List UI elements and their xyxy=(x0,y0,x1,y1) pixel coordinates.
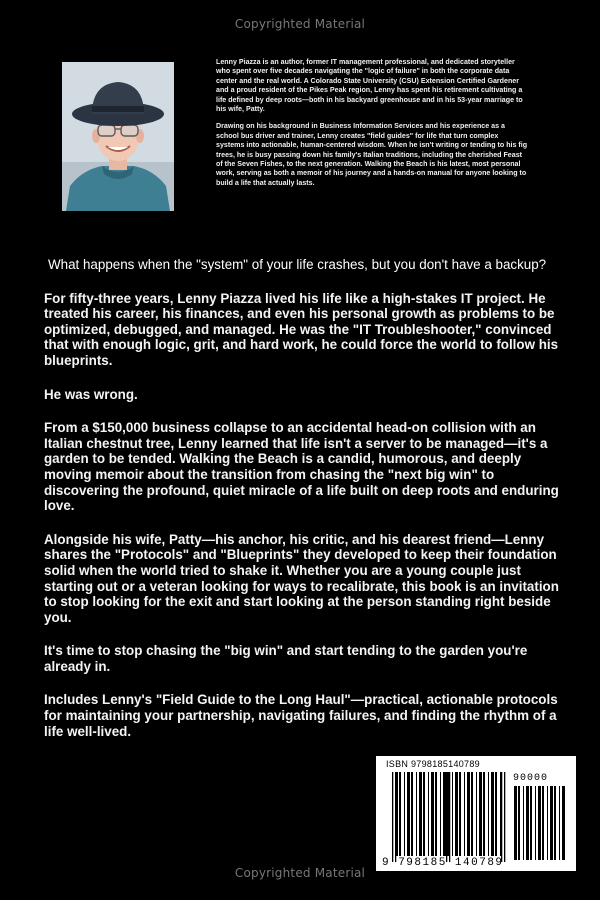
barcode-bar xyxy=(491,772,494,856)
barcode-bar xyxy=(467,772,470,856)
barcode-bar xyxy=(399,772,401,856)
barcode-guard-bar xyxy=(504,772,505,862)
barcode-bar xyxy=(428,772,429,856)
barcode-bar xyxy=(476,772,477,856)
barcode-bar xyxy=(518,786,520,860)
author-bio xyxy=(216,58,528,196)
barcode-bar xyxy=(538,786,541,860)
price-code: 90000 xyxy=(513,773,549,784)
barcode-bar xyxy=(464,772,465,856)
barcode-bar xyxy=(455,772,458,856)
barcode-bar xyxy=(435,772,437,856)
barcode-bar xyxy=(514,786,517,860)
author-bio-paragraph: Lenny Piazza is an author, former IT management professional, and dedicated storyteller who spent over five decades navigating the "logic of failure" in both the corporate data center and the real world. A Colorado State University (CSU) Extension Certified Gardener and a proud resident of the Pikes Peak region, Lenny has spent his retirement cultivating a life defined by deep roots—both in his backyard greenhouse and in his 53-year marriage to his wife, Patty. xyxy=(216,58,523,114)
barcode-bar xyxy=(431,772,434,856)
barcode-bar xyxy=(407,772,410,856)
barcode-bar xyxy=(559,786,560,860)
barcode-guard-bar xyxy=(501,772,502,862)
barcode-bar xyxy=(488,772,489,856)
author-photo xyxy=(62,62,174,211)
barcode-bar xyxy=(443,772,446,856)
barcode-bar xyxy=(554,786,556,860)
book-blurb xyxy=(44,257,568,757)
barcode-bar xyxy=(523,786,524,860)
blurb-paragraph: For fifty-three years, Lenny Piazza lived his life like a high-stakes IT project. He treated his career, his finances, and even his personal growth as problems to be optimized, debugged, and managed. He was the "IT Troubleshooter," convinced that with enough logic, grit, and hard work, he could force the world to follow his blueprints. xyxy=(44,290,559,368)
blurb-paragraph: From a $150,000 business collapse to an accidental head-on collision with an Italian chestnut tree, Lenny learned that life isn't a server to be managed—it's a garden to be tended. Walking the Beach is a candid, humorous, and deeply moving memoir about the transition from chasing the "next big win" to discovering the profound, quiet miracle of a life built on deep roots and enduring love. xyxy=(44,420,559,514)
barcode-guard-bar xyxy=(449,772,450,862)
barcode-bar xyxy=(440,772,441,856)
barcode-bar xyxy=(562,786,565,860)
isbn-barcode xyxy=(376,756,576,871)
barcode-bar xyxy=(547,786,548,860)
isbn-digits: 9 798185 140789 xyxy=(382,857,504,869)
blurb-paragraph: Alongside his wife, Patty—his anchor, his critic, and his dearest friend—Lenny shares the "Protocols" and "Blueprints" they developed to keep their foundation solid when the world tried to shake it. Whether you are a young couple just starting out or a veteran looking for ways to recalibrate, this book is an invitation to stop looking for the exit and start looking at the person standing right beside you. xyxy=(44,531,559,625)
watermark-bottom: Copyrighted Material xyxy=(234,866,366,880)
blurb-paragraph: It's time to stop chasing the "big win" and start tending to the garden you're already in. xyxy=(44,643,528,674)
barcode-bar xyxy=(495,772,497,856)
barcode-bar xyxy=(459,772,461,856)
barcode-bar xyxy=(404,772,405,856)
barcode-bar xyxy=(471,772,473,856)
barcode-bar xyxy=(411,772,413,856)
barcode-bar xyxy=(416,772,417,856)
blurb-paragraph: Includes Lenny's "Field Guide to the Long Haul"—practical, actionable protocols for maintaining your partnership, navigating failures, and finding the rhythm of a life well-lived. xyxy=(44,692,558,739)
barcode-bar xyxy=(542,786,544,860)
barcode-guard-bar xyxy=(446,772,447,862)
barcode-bar xyxy=(550,786,553,860)
barcode-guard-bar xyxy=(392,772,393,862)
barcode-guard-bar xyxy=(395,772,396,862)
barcode-bar xyxy=(530,786,532,860)
isbn-label: ISBN 9798185140789 xyxy=(386,759,480,769)
blurb-paragraph: He was wrong. xyxy=(44,386,138,402)
author-bio-paragraph: Drawing on his background in Business Information Services and his experience as a school bus driver and trainer, Lenny creates "field guides" for life that turn complex systems into actionable, human-centered wisdom. When he isn't writing or tending to his fig trees, he is busy passing down his family's Italian traditions, including the cherished Feast of the Seven Fishes, to the next generation. Walking the Beach is his latest, most personal work, serving as both a memoir of his journey and a hands-on manual for anyone looking to build a life that actually lasts. xyxy=(216,122,528,187)
barcode-bar xyxy=(500,772,501,856)
barcode-bar xyxy=(419,772,422,856)
barcode-bar xyxy=(479,772,482,856)
watermark-top: Copyrighted Material xyxy=(234,17,366,31)
barcode-bar xyxy=(483,772,485,856)
barcode-bar xyxy=(452,772,453,856)
barcode-bar xyxy=(526,786,529,860)
blurb-hook: What happens when the "system" of your life crashes, but you don't have a backup? xyxy=(48,257,547,272)
barcode-bar xyxy=(535,786,536,860)
barcode-bar xyxy=(423,772,425,856)
author-portrait-image xyxy=(62,62,174,211)
